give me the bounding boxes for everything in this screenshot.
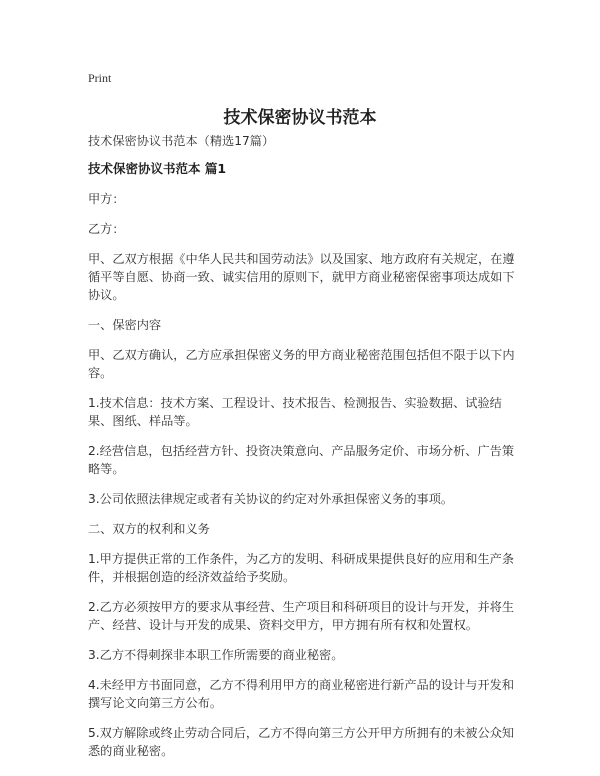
list-item: 2.乙方必须按甲方的要求从事经营、生产项目和科研项目的设计与开发，并将生产、经营、设计与开发的成果、资料交甲方，甲方拥有所有权和处置权。 [88, 600, 515, 632]
party-b-line: 乙方： [88, 222, 125, 236]
document-title: 技术保密协议书范本 [223, 108, 377, 128]
paragraph: 甲、乙双方确认，乙方应承担保密义务的甲方商业秘密范围包括但不限于以下内容。 [88, 348, 515, 380]
document-body [88, 132, 524, 772]
list-item: 2.经营信息，包括经营方针、投资决策意向、产品服务定价、市场分析、广告策略等。 [88, 444, 515, 476]
list-item: 3.公司依照法律规定或者有关协议的约定对外承担保密义务的事项。 [88, 492, 454, 506]
list-item: 1.技术信息：技术方案、工程设计、技术报告、检测报告、实验数据、试验结果、图纸、样品等。 [88, 396, 502, 428]
document-subtitle: 技术保密协议书范本（精选17篇） [88, 134, 275, 148]
list-item: 5.双方解除或终止劳动合同后，乙方不得向第三方公开甲方所拥有的未被公众知悉的商业秘密。 [88, 726, 515, 758]
heading-rights-obligations: 二、双方的权利和义务 [88, 522, 210, 536]
list-item: 1.甲方提供正常的工作条件，为乙方的发明、科研成果提供良好的应用和生产条件，并根据创造的经济效益给予奖励。 [88, 552, 515, 584]
section-heading: 技术保密协议书范本 篇1 [88, 161, 227, 176]
list-item: 4.未经甲方书面同意，乙方不得利用甲方的商业秘密进行新产品的设计与开发和撰写论文向第三方公布。 [88, 678, 515, 710]
party-a-line: 甲方： [88, 192, 125, 206]
heading-confidential-content: 一、保密内容 [88, 318, 162, 332]
list-item: 3.乙方不得刺探非本职工作所需要的商业秘密。 [88, 648, 344, 662]
preamble-paragraph: 甲、乙双方根据《中华人民共和国劳动法》以及国家、地方政府有关规定，在遵循平等自愿、协商一致、诚实信用的原则下，就甲方商业秘密保密事项达成如下协议。 [88, 252, 515, 302]
print-link[interactable]: Print [88, 71, 112, 85]
